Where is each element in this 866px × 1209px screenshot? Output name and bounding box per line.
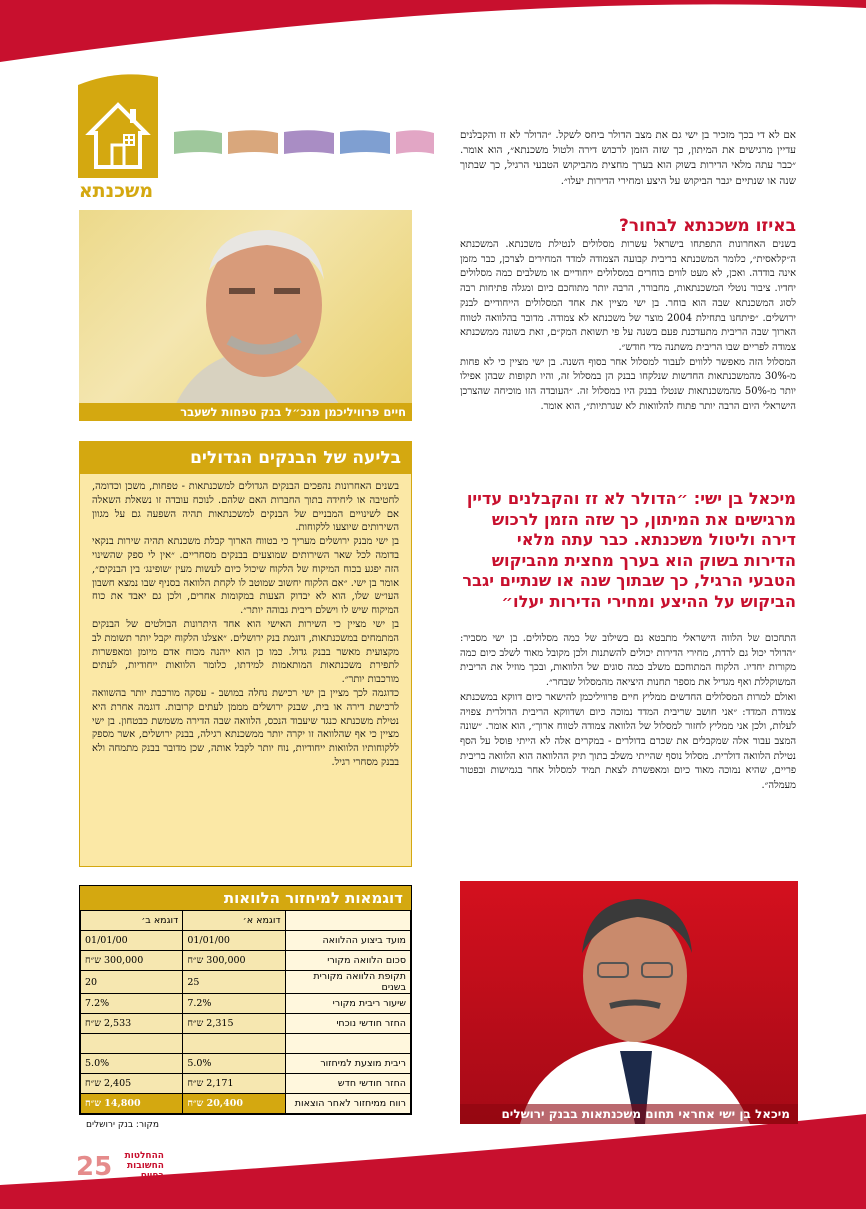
cell-a: 2,171 ש״ח	[183, 1074, 285, 1094]
article-intro	[460, 128, 796, 189]
table-row	[81, 931, 411, 951]
sidebar-paragraph: בן ישי מבנק ירושלים מעריך כי בטווח הארוך קבלת משכנתא תהיה שירות בנקאי בדומה לכל שאר השירותים שמוצעים בבנקים מסחריים. ״אין לי ספק שהשינוי הזה יפגע בכוח המיקוח של הלקוח שיכול כיום לעשות מעין ׳שופינג׳ בין הבנקים״, אומר בן ישי. ״אם הלקוח יחשוב שמוטב לו לקחת הלוואה בסניף שבו נמצא חשבון העו״ש שלו, הוא לא יבדוק הצעות במקומות אחרים, ולכן גם יאבד את כוח המיקוח שיש לו וישלם ריבית גבוהה יותר״.	[92, 536, 399, 617]
tab-shapes	[172, 130, 442, 156]
cell-b: 300,000 ש״ח	[81, 951, 183, 971]
loans-table	[80, 910, 411, 1114]
row-label: רווח ממיחזור לאחר הוצאות	[285, 1094, 410, 1114]
cell-a: 300,000 ש״ח	[183, 951, 285, 971]
article-body-bottom	[460, 632, 796, 794]
cell-a: 25	[183, 971, 285, 994]
table-row	[81, 951, 411, 971]
article-subheading: באיזו משכנתא לבחור?	[618, 216, 796, 236]
article-paragraph: בשנים האחרונות התפתחו בישראל עשרות מסלולים לנטילת משכנתא. המשכנתא ה״קלאסית״, כלומר המשכנתא בריבית קבועה הצמודה למדד המחירים לצרכן, כבר מזמן אינה בודדה. ואכן, לא מעט לווים בוחרים במסלולים ייחודיים או משלבים כמה מסלולים יחדיו. ציבור נוטלי המשכנתאות, מחבורר, הרבה יותר מתוחכם כיום ומגלה פתיחות רבה לסוג המשכנתא שבה הוא בוחר. בן ישי מציין את אחד המסלולים הייחודיים לבנק ירושלים. ״פיתחנו בתחילת 2004 מוצר של משכנתא לא צמודה. מדובר בהלוואה לטווח הארוך שבה הריבית מתעדכנת פעם בשנה על פי תשואת המק״ם, זאת בשונה ממשכנתא צמודה לפריים שבו הריבית משתנה מדי חודש״.	[460, 239, 796, 353]
table-row	[81, 1074, 411, 1094]
cell-b: 2,533 ש״ח	[81, 1014, 183, 1034]
cell-a	[183, 1034, 285, 1054]
cell-a: 01/01/00	[183, 931, 285, 951]
portrait-illustration	[460, 881, 798, 1124]
sidebar-paragraph: כדוגמה לכך מציין בן ישי רכישת נחלה במושב - עסקה מורכבת יותר בהשוואה לרכישת דירה או בית, שבנק ירושלים מממן לעתים קרובות. דוגמה אחרת היא נטילת משכנתא כנגד שיעבוד הנכס, הלוואה שבה הדירה משמשת כבטחון. בן ישי מציין כי אף שהלוואה זו יקרה יותר ממשכנתא רגילה, בבנק ירושלים, אשר מספק ללקוחותיו הלוואות ייחודיות, נוח יותר לקבל אותה, שכן מדובר בבנק מתמחה ולא בבנק מסחרי רגיל.	[92, 687, 399, 768]
sidebar-paragraph: בן ישי מציין כי השירות האישי הוא אחד היתרונות הבולטים של הבנקים המתמחים במשכנתאות, דוגמת בנק ירושלים. ״אצלנו הלקוח יקבל יותר תשומת לב מקצועית מאשר בבנק גדול. כמו כן הוא ייהנה מכוח אדם מיומן ומאפשרות לתפירת משכנתאות המותאמות למידתו, כלומר הלוואות ייחודיות, לעתים מורכבות יותר״.	[91, 618, 399, 686]
portrait-illustration	[79, 210, 412, 421]
sidebar-body	[80, 474, 411, 776]
row-label: החזר חודשי חדש	[285, 1074, 410, 1094]
article-paragraph: המסלול הזה מאפשר ללווים לעבור למסלול אחר בסוף השנה. בן ישי מציין כי לא פחות מ-30% מהמשכנתאות החדשות שנלקחו בבנק הן במסלול זה, והיו תקופות שבהן אפילו יותר מ-50% מהמשכנתאות שנטלו בבנק היו במסלול זה. ״העובדה הזו מוכיחה שהצרכן הישראלי היום הרבה יותר פתוח להלוואות לא שגרתיות״, הוא אומר.	[460, 356, 796, 412]
row-label: שיעור ריבית מקורי	[285, 994, 410, 1014]
table-header-col-b: דוגמא ב׳	[81, 911, 183, 931]
row-label: ריבית מוצעת למיחזור	[285, 1054, 410, 1074]
photo2-caption: מיכאל בן ישי אחראי תחום משכנתאות בבנק ירושלים	[460, 1104, 798, 1124]
top-wave-decoration	[0, 0, 866, 70]
row-label: החזר חודשי נוכחי	[285, 1014, 410, 1034]
cell-a: 5.0%	[183, 1054, 285, 1074]
logo-line: החשובות	[126, 1161, 164, 1171]
loans-table-box	[79, 885, 412, 1115]
intro-paragraph: אם לא די בכך מזכיר בן ישי גם את מצב הדולר ביחס לשקל. ״הדולר לא זז והקבלנים עדיין מרגישים את המיתון, כך שזה הזמן לרכוש דירה ולטול משכנתא״, הוא אומר. ״כבר עתה מלאי הדירות בשוק הוא בערך מחצית מהביקוש הטבעי הרגיל, כך שבתוך שנה או שנתיים יגבר הביקוש על היצע ומחירי הדירות יעלו״.	[460, 129, 796, 187]
row-label: תקופת הלוואה מקורית בשנים	[285, 971, 410, 994]
article-paragraph: התחכום של הלווה הישראלי מתבטא גם בשילוב של כמה מסלולים. בן ישי מסביר: ״הדולר יכול גם לרדת, מחירי הדירות יכולים להשתנות ולכן מקובל מאוד לשלב כיום כמה מקורות יחדיו. הלקוח המתוחכם משלב כמה סוגים של הלוואות, ובכך מוזיל את הריבית המשוקללת ואף מגדיל את מספר תחנות היציאה מהמסלול שבחר״.	[460, 633, 796, 689]
row-label	[285, 1034, 410, 1054]
row-label: סכום הלוואה מקורי	[285, 951, 410, 971]
table-header-empty	[285, 911, 410, 931]
magazine-logo	[112, 1151, 164, 1181]
photo-michael-ben-yishai	[460, 881, 798, 1124]
table-row	[81, 971, 411, 994]
cell-b: 2,405 ש״ח	[81, 1074, 183, 1094]
table-source: מקור: בנק ירושלים	[86, 1120, 159, 1130]
color-tabs	[172, 130, 442, 156]
table-row-highlight	[81, 1094, 411, 1114]
cell-b: 5.0%	[81, 1054, 183, 1074]
section-badge	[78, 73, 158, 178]
pull-quote: מיכאל בן ישי: ״הדולר לא זז והקבלנים עדיין מרגישים את המיתון, כך שזה הזמן לרכוש דירה וליטול משכנתא. כבר עתה מלאי הדירות בשוק הוא בערך מחצית מהביקוש הטבעי הרגיל, כך שבתוך שנה או שנתיים יגבר הביקוש על ההיצע ומחירי הדירות יעלו״	[462, 489, 796, 611]
table-row	[81, 994, 411, 1014]
article-paragraph: ואולם למרות המסלולים החדשים ממליץ חיים פרוויליכמן להישאר כיום דווקא במשכנתא צמודת המדד: ״אני חושב שריבית המדד נמוכה כיום ושדווקא הריבית הדולרית צפויה לעלות, ולכן אני ממליץ לחזור למסלול של הלוואה צמודה לטווח ארוך״, הוא אומר. ״שונה המצב עבור אלה שמקבלים את שכרם בדולרים - במקרים אלה לא הייתי פוסל על הסף נטילת הלוואה דולרית. מסלול נוסף שהייתי משלב בתוך תיק ההלוואה הוא הלוואה בריבית פריים, שהיא נמוכה מאוד כיום ומאפשרת לצאת תמיד למסלול אחר בגמישות ובפטור מעמלה״.	[460, 691, 796, 792]
table-row	[81, 1054, 411, 1074]
table-header-col-a: דוגמא א׳	[183, 911, 285, 931]
logo-line: ההחלטות	[124, 1151, 164, 1161]
photo1-caption: חיים פרוויליכמן מנכ״ל בנק טפחות לשעבר	[79, 403, 412, 421]
table-row-spacer	[81, 1034, 411, 1054]
article-body-top	[460, 238, 796, 414]
cell-b: 20	[81, 971, 183, 994]
table-header-row	[81, 911, 411, 931]
cell-b	[81, 1034, 183, 1054]
table-row	[81, 1014, 411, 1034]
page-number: 25	[76, 1152, 113, 1182]
cell-a: 7.2%	[183, 994, 285, 1014]
cell-b: 7.2%	[81, 994, 183, 1014]
cell-b: 14,800 ש״ח	[81, 1094, 183, 1114]
logo-line: בחיים	[140, 1171, 164, 1181]
row-label: מועד ביצוע ההלוואה	[285, 931, 410, 951]
sidebar-title: בליעה של הבנקים הגדולים	[80, 442, 411, 474]
sidebar-paragraph: בשנים האחרונות נהפכים הבנקים הגדולים למשכנתאות - טפחות, משכן וכדומה, לחטיבה או ליחידה בתוך החברות האם שלהם. לנוכח עובדה זו נשאלת השאלה אם לשינויים המבניים של הבנקים למשכנתאות תהיה השפעה גם על מגוון השירותים שיוצעו ללקוחות.	[92, 481, 399, 534]
house-icon	[78, 73, 158, 178]
section-label: משכנתא	[78, 180, 154, 202]
photo-chaim-frevlichman	[79, 210, 412, 421]
cell-a: 20,400 ש״ח	[183, 1094, 285, 1114]
cell-a: 2,315 ש״ח	[183, 1014, 285, 1034]
cell-b: 01/01/00	[81, 931, 183, 951]
sidebar-box	[79, 441, 412, 867]
table-title: דוגמאות למיחזור הלוואות	[80, 886, 411, 910]
